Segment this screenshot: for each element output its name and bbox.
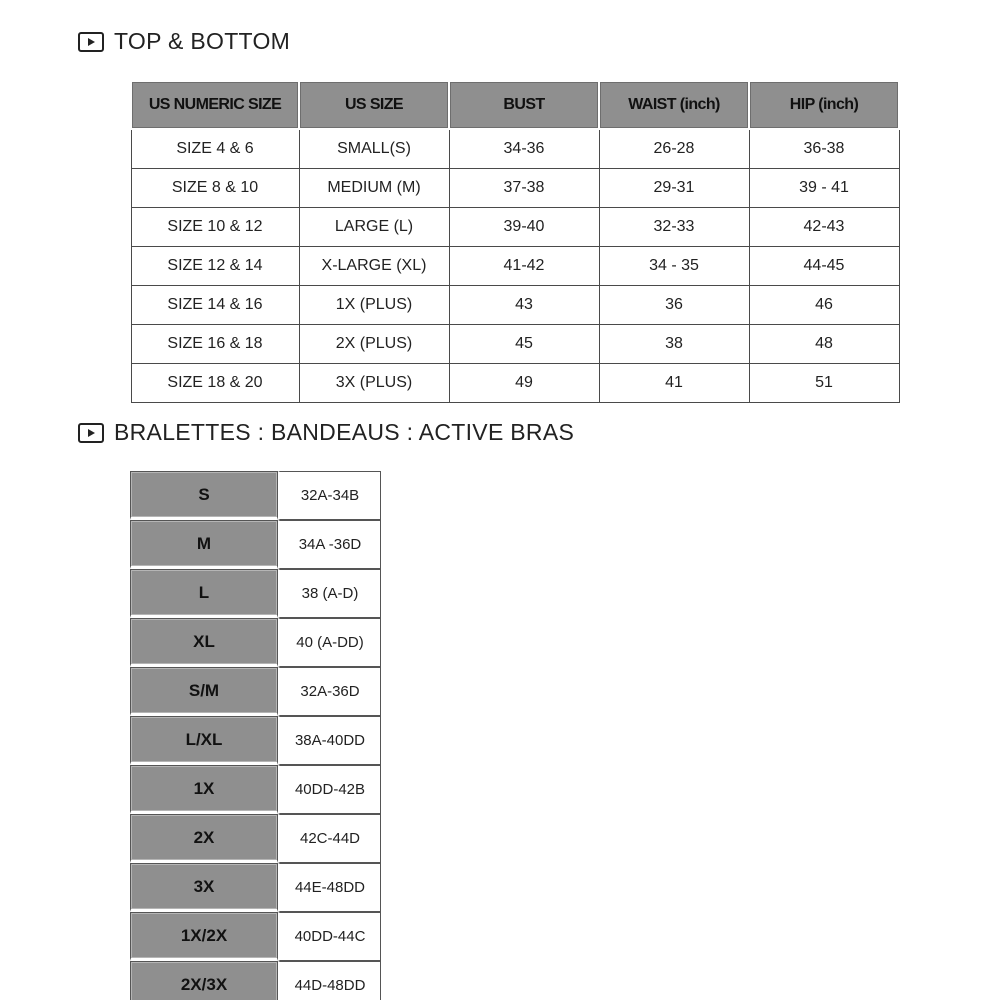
table-row	[131, 247, 899, 286]
bra-size-label: M	[130, 520, 278, 569]
bralettes-title: BRALETTES : BANDEAUS : ACTIVE BRAS	[114, 419, 575, 445]
header-waist: WAIST (inch)	[599, 81, 749, 129]
table-row	[131, 129, 899, 169]
table-cell: 38	[599, 325, 749, 364]
header-bust: BUST	[449, 81, 599, 129]
play-icon	[78, 32, 104, 52]
table-row	[130, 814, 381, 863]
table-row	[131, 364, 899, 403]
bra-size-value: 34A -36D	[278, 520, 381, 569]
table-cell: 3X (PLUS)	[299, 364, 449, 403]
table-cell: 49	[449, 364, 599, 403]
header-us-size: US SIZE	[299, 81, 449, 129]
bra-size-label: L	[130, 569, 278, 618]
bra-size-label: XL	[130, 618, 278, 667]
table-cell: 42-43	[749, 208, 899, 247]
bra-size-value: 38 (A-D)	[278, 569, 381, 618]
play-icon	[78, 423, 104, 443]
table-row	[131, 286, 899, 325]
bra-size-label: 1X/2X	[130, 912, 278, 961]
table-cell: 34 - 35	[599, 247, 749, 286]
table-cell: 37-38	[449, 169, 599, 208]
table-row	[130, 863, 381, 912]
bra-size-value: 38A-40DD	[278, 716, 381, 765]
table-cell: 36	[599, 286, 749, 325]
table-cell: SIZE 14 & 16	[131, 286, 299, 325]
table-cell: 44-45	[749, 247, 899, 286]
bra-size-value: 32A-36D	[278, 667, 381, 716]
table-cell: 48	[749, 325, 899, 364]
table-cell: SMALL(S)	[299, 129, 449, 169]
table-cell: SIZE 16 & 18	[131, 325, 299, 364]
table-cell: SIZE 10 & 12	[131, 208, 299, 247]
table-cell: 26-28	[599, 129, 749, 169]
bra-size-label: 1X	[130, 765, 278, 814]
top-bottom-heading	[78, 28, 290, 55]
table-cell: 39-40	[449, 208, 599, 247]
table-cell: 51	[749, 364, 899, 403]
table-row	[131, 325, 899, 364]
table-cell: 45	[449, 325, 599, 364]
bralettes-heading	[78, 419, 574, 446]
table-row	[130, 520, 381, 569]
table-row	[130, 618, 381, 667]
bra-size-label: 2X/3X	[130, 961, 278, 1000]
bra-size-value: 40DD-44C	[278, 912, 381, 961]
table-row	[130, 716, 381, 765]
table-cell: X-LARGE (XL)	[299, 247, 449, 286]
table-cell: MEDIUM (M)	[299, 169, 449, 208]
bra-size-label: 2X	[130, 814, 278, 863]
table-cell: 2X (PLUS)	[299, 325, 449, 364]
bra-size-label: L/XL	[130, 716, 278, 765]
table-cell: LARGE (L)	[299, 208, 449, 247]
table-cell: 29-31	[599, 169, 749, 208]
bra-size-value: 40 (A-DD)	[278, 618, 381, 667]
table-cell: 41-42	[449, 247, 599, 286]
bra-size-label: S	[130, 471, 278, 520]
table-cell: 46	[749, 286, 899, 325]
table-row	[130, 667, 381, 716]
header-us-numeric-size: US NUMERIC SIZE	[131, 81, 299, 129]
table-cell: SIZE 4 & 6	[131, 129, 299, 169]
bra-size-value: 32A-34B	[278, 471, 381, 520]
table-row	[131, 208, 899, 247]
table-row	[130, 961, 381, 1000]
bra-size-label: S/M	[130, 667, 278, 716]
table-cell: 32-33	[599, 208, 749, 247]
top-bottom-title: TOP & BOTTOM	[114, 28, 291, 54]
table-cell: SIZE 12 & 14	[131, 247, 299, 286]
table-cell: SIZE 8 & 10	[131, 169, 299, 208]
table-cell: 36-38	[749, 129, 899, 169]
table-row	[131, 169, 899, 208]
table-cell: 43	[449, 286, 599, 325]
top-bottom-size-table	[130, 80, 900, 403]
bra-size-value: 44E-48DD	[278, 863, 381, 912]
bra-size-value: 40DD-42B	[278, 765, 381, 814]
table-cell: 41	[599, 364, 749, 403]
bra-size-label: 3X	[130, 863, 278, 912]
table-row	[130, 569, 381, 618]
table-row	[130, 471, 381, 520]
table-cell: 34-36	[449, 129, 599, 169]
table-cell: 1X (PLUS)	[299, 286, 449, 325]
table-row	[130, 765, 381, 814]
bralettes-size-table	[130, 471, 381, 1000]
table-cell: SIZE 18 & 20	[131, 364, 299, 403]
table-cell: 39 - 41	[749, 169, 899, 208]
table-row	[130, 912, 381, 961]
header-hip: HIP (inch)	[749, 81, 899, 129]
table-header-row	[131, 81, 899, 129]
bra-size-value: 42C-44D	[278, 814, 381, 863]
bra-size-value: 44D-48DD	[278, 961, 381, 1000]
